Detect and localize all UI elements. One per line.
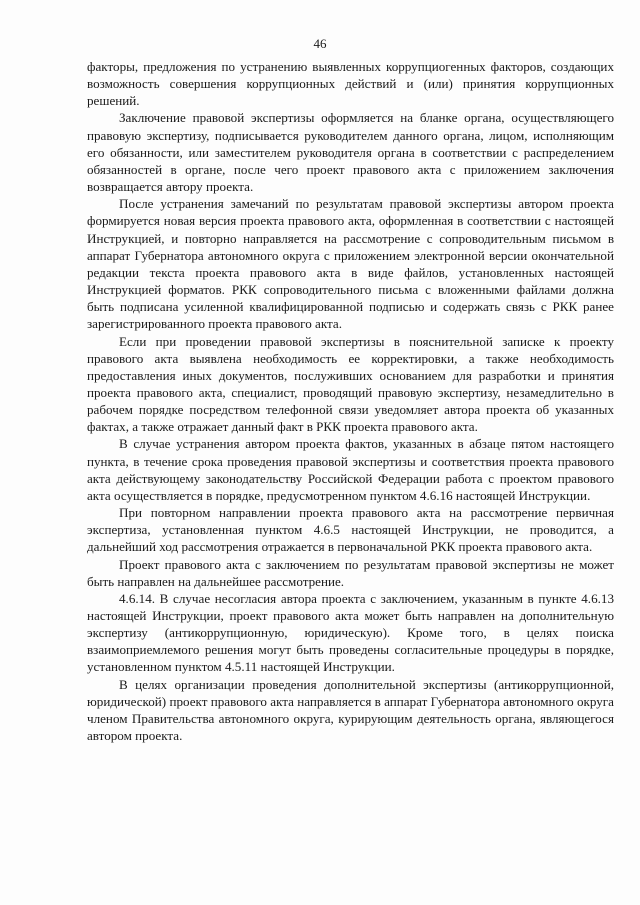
paragraph: В целях организации проведения дополнительной экспертизы (антикоррупционной, юридической) проект правового акта направляется в аппарат Губернатора автономного округа членом Правительства автономного округа, курирующим деятельность органа, являющегося автором проекта. [87, 676, 614, 744]
paragraph: Проект правового акта с заключением по результатам правовой экспертизы не может быть направлен на дальнейшее рассмотрение. [87, 556, 614, 589]
document-body [87, 58, 614, 744]
page-number: 46 [313, 36, 327, 51]
paragraph: При повторном направлении проекта правового акта на рассмотрение первичная экспертиза, установленная пунктом 4.6.5 настоящей Инструкции, не проводится, а дальнейший ход рассмотрения отражается в первоначальной РКК проекта правового акта. [87, 505, 614, 555]
paragraph: 4.6.14. В случае несогласия автора проекта с заключением, указанным в пункте 4.6.13 настоящей Инструкции, проект правового акта может быть направлен на дополнительную экспертизу (антикоррупционную, юридическую). Кроме того, в целях поиска взаимоприемлемого решения могут быть проведены согласительные процедуры в порядке, установленном пунктом 4.5.11 настоящей Инструкции. [87, 590, 614, 675]
paragraph: факторы, предложения по устранению выявленных коррупциогенных факторов, создающих возможность совершения коррупционных действий и (или) принятия коррупционных решений. [87, 59, 614, 109]
paragraph: После устранения замечаний по результатам правовой экспертизы автором проекта формируется новая версия проекта правового акта, оформленная в соответствии с настоящей Инструкцией, и повторно направляется на рассмотрение с сопроводительным письмом в аппарат Губернатора автономного округа с приложением электронной версии окончательной редакции текста проекта правового акта в виде файлов, установленных настоящей Инструкцией форматов. РКК сопроводительного письма с вложенными файлами должна быть подписана усиленной квалифицированной подписью и содержать связь с РКК ранее зарегистрированного проекта правового акта. [87, 196, 614, 332]
paragraph: Если при проведении правовой экспертизы в пояснительной записке к проекту правового акта выявлена необходимость ее корректировки, а также необходимость предоставления иных документов, послуживших основанием для разработки и принятия проекта правового акта, специалист, проводящий правовую экспертизу, незамедлительно в рабочем порядке посредством телефонной связи уведомляет автора проекта об указанных фактах, а также отражает данный факт в РКК проекта правового акта. [87, 333, 614, 435]
paragraph: Заключение правовой экспертизы оформляется на бланке органа, осуществляющего правовую экспертизу, подписывается руководителем данного органа, лицом, исполняющим его обязанности, или заместителем руководителя органа в соответствии с распределением обязанностей в органе, после чего проект правового акта с приложением заключения возвращается автору проекта. [87, 110, 614, 195]
paragraph: В случае устранения автором проекта фактов, указанных в абзаце пятом настоящего пункта, в течение срока проведения правовой экспертизы и соответствия проекта правового акта действующему законодательству Российской Федерации работа с проектом правового акта осуществляется в порядке, предусмотренном пунктом 4.6.16 настоящей Инструкции. [87, 436, 614, 503]
